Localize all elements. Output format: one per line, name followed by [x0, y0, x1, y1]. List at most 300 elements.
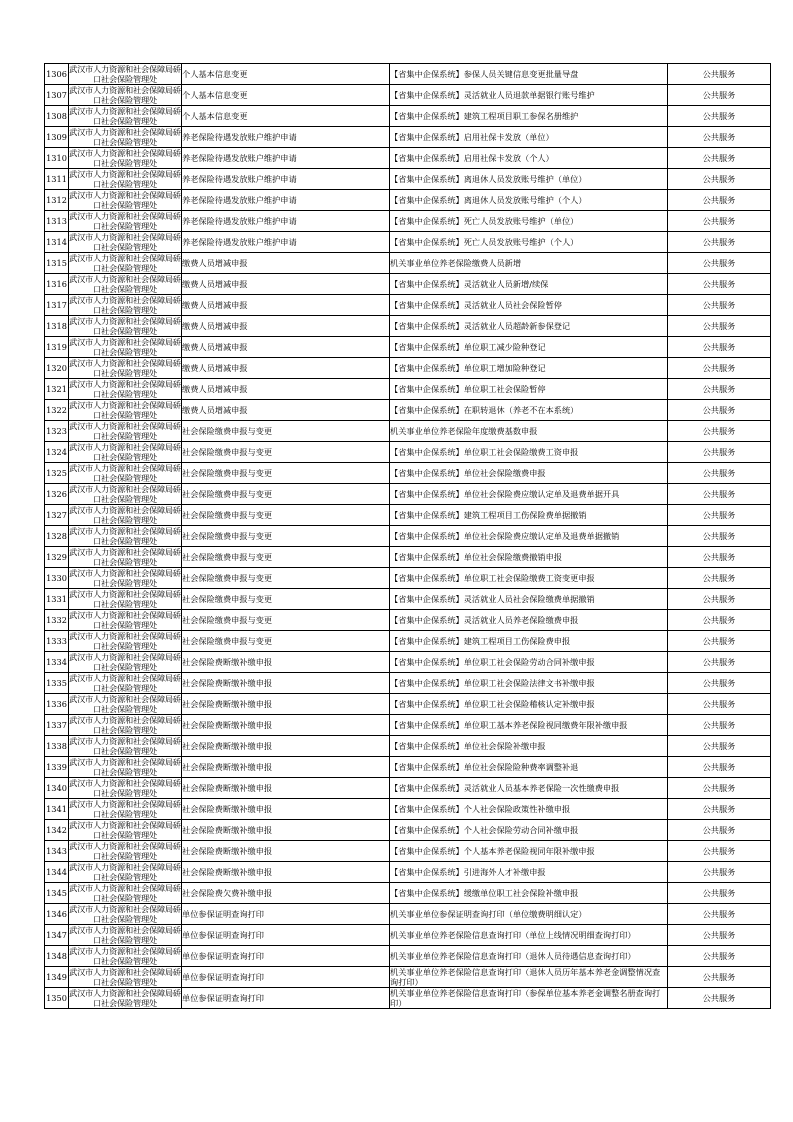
sub-item-cell-text: 【省集中企保系统】灵活就业人员社会保险暂停 [390, 300, 562, 310]
table-row [45, 988, 771, 1009]
row-number-cell [45, 841, 69, 862]
sub-item-cell [390, 190, 668, 211]
agency-cell-text: 武汉市人力资源和社会保障局硚口社会保险管理处 [69, 400, 181, 420]
service-name-cell-text: 社会保险费欠费补缴申报 [182, 888, 273, 898]
agency-cell-text: 武汉市人力资源和社会保障局硚口社会保险管理处 [69, 211, 181, 231]
category-cell-text: 公共服务 [702, 720, 736, 730]
table-row [45, 64, 771, 85]
category-cell-text: 公共服务 [702, 678, 736, 688]
row-number-cell-text: 1311 [46, 174, 67, 184]
table-row [45, 526, 771, 547]
table-row [45, 190, 771, 211]
category-cell [668, 610, 771, 631]
agency-cell [69, 673, 182, 694]
category-cell [668, 358, 771, 379]
service-table [44, 63, 771, 1009]
sub-item-cell-text: 【省集中企保系统】单位社会保险补缴申报 [390, 741, 546, 751]
sub-item-cell-text: 【省集中企保系统】灵活就业人员退款单据银行账号维护 [390, 90, 595, 100]
service-name-cell [182, 547, 390, 568]
agency-cell [69, 316, 182, 337]
service-name-cell [182, 694, 390, 715]
row-number-cell [45, 652, 69, 673]
category-cell [668, 505, 771, 526]
category-cell-text: 公共服务 [702, 594, 736, 604]
category-cell [668, 274, 771, 295]
service-name-cell-text: 社会保险费断缴补缴申报 [182, 699, 273, 709]
service-name-cell-text: 养老保险待遇发放账户维护申请 [182, 132, 297, 142]
service-name-cell [182, 106, 390, 127]
row-number-cell-text: 1315 [46, 258, 67, 268]
agency-cell [69, 505, 182, 526]
sub-item-cell [390, 841, 668, 862]
row-number-cell [45, 547, 69, 568]
table-row [45, 337, 771, 358]
sub-item-cell-text: 【省集中企保系统】单位职工减少险种登记 [390, 342, 546, 352]
category-cell-text: 公共服务 [702, 741, 736, 751]
agency-cell-text: 武汉市人力资源和社会保障局硚口社会保险管理处 [69, 757, 181, 777]
agency-cell-text: 武汉市人力资源和社会保障局硚口社会保险管理处 [69, 148, 181, 168]
category-cell [668, 631, 771, 652]
sub-item-cell-text: 【省集中企保系统】引进海外人才补缴申报 [390, 867, 546, 877]
category-cell [668, 106, 771, 127]
category-cell-text: 公共服务 [702, 972, 736, 982]
category-cell [668, 946, 771, 967]
service-name-cell [182, 505, 390, 526]
row-number-cell-text: 1343 [46, 846, 67, 856]
sub-item-cell-text: 【省集中企保系统】参保人员关键信息变更批量导盘 [390, 69, 579, 79]
sub-item-cell-text: 机关事业单位养老保险缴费人员新增 [390, 258, 522, 268]
category-cell [668, 547, 771, 568]
table-row [45, 400, 771, 421]
service-name-cell-text: 社会保险费断缴补缴申报 [182, 846, 273, 856]
row-number-cell [45, 316, 69, 337]
row-number-cell [45, 85, 69, 106]
category-cell [668, 64, 771, 85]
category-cell-text: 公共服务 [702, 363, 736, 373]
sub-item-cell-text: 【省集中企保系统】灵活就业人员基本养老保险一次性缴费申报 [390, 783, 620, 793]
service-name-cell [182, 631, 390, 652]
category-cell-text: 公共服务 [702, 615, 736, 625]
sub-item-cell-text: 【省集中企保系统】个人社会保险劳动合同补缴申报 [390, 825, 579, 835]
sub-item-cell [390, 442, 668, 463]
sub-item-cell [390, 757, 668, 778]
sub-item-cell-text: 【省集中企保系统】个人基本养老保险视同年限补缴申报 [390, 846, 595, 856]
sub-item-cell [390, 610, 668, 631]
table-row [45, 106, 771, 127]
table-row [45, 778, 771, 799]
row-number-cell [45, 988, 69, 1009]
service-name-cell [182, 442, 390, 463]
category-cell [668, 967, 771, 988]
service-name-cell [182, 715, 390, 736]
service-name-cell-text: 养老保险待遇发放账户维护申请 [182, 153, 297, 163]
category-cell [668, 904, 771, 925]
agency-cell-text: 武汉市人力资源和社会保障局硚口社会保险管理处 [69, 862, 181, 882]
category-cell-text: 公共服务 [702, 132, 736, 142]
category-cell [668, 673, 771, 694]
sub-item-cell-text: 【省集中企保系统】灵活就业人员超龄新参保登记 [390, 321, 571, 331]
table-row [45, 967, 771, 988]
category-cell [668, 337, 771, 358]
table-row [45, 211, 771, 232]
sub-item-cell-text: 【省集中企保系统】单位职工社会保险劳动合同补缴申报 [390, 657, 595, 667]
row-number-cell [45, 589, 69, 610]
sub-item-cell-text: 【省集中企保系统】单位社会保险缴费撤销申报 [390, 552, 562, 562]
category-cell [668, 421, 771, 442]
row-number-cell [45, 463, 69, 484]
service-name-cell-text: 单位参保证明查询打印 [182, 951, 264, 961]
category-cell [668, 799, 771, 820]
row-number-cell-text: 1335 [46, 678, 67, 688]
agency-cell-text: 武汉市人力资源和社会保障局硚口社会保险管理处 [69, 358, 181, 378]
agency-cell [69, 127, 182, 148]
category-cell [668, 442, 771, 463]
agency-cell [69, 442, 182, 463]
agency-cell [69, 274, 182, 295]
sub-item-cell-text: 【省集中企保系统】死亡人员发放账号维护（单位） [390, 216, 579, 226]
sub-item-cell [390, 715, 668, 736]
service-name-cell-text: 社会保险缴费申报与变更 [182, 426, 273, 436]
row-number-cell [45, 337, 69, 358]
sub-item-cell-text: 【省集中企保系统】单位职工社会保险缴费工资申报 [390, 447, 579, 457]
agency-cell [69, 190, 182, 211]
table-row [45, 505, 771, 526]
sub-item-cell-text: 【省集中企保系统】个人社会保险政策性补缴申报 [390, 804, 571, 814]
agency-cell-text: 武汉市人力资源和社会保障局硚口社会保险管理处 [69, 64, 181, 84]
table-row [45, 568, 771, 589]
agency-cell [69, 820, 182, 841]
sub-item-cell-text: 【省集中企保系统】单位职工社会保险稽核认定补缴申报 [390, 699, 595, 709]
row-number-cell [45, 883, 69, 904]
category-cell-text: 公共服务 [702, 825, 736, 835]
sub-item-cell [390, 463, 668, 484]
agency-cell-text: 武汉市人力资源和社会保障局硚口社会保险管理处 [69, 421, 181, 441]
table-row [45, 946, 771, 967]
service-name-cell-text: 社会保险费断缴补缴申报 [182, 678, 273, 688]
agency-cell [69, 358, 182, 379]
sub-item-cell [390, 64, 668, 85]
service-name-cell [182, 421, 390, 442]
category-cell [668, 295, 771, 316]
service-name-cell-text: 养老保险待遇发放账户维护申请 [182, 237, 297, 247]
service-name-cell-text: 缴费人员增减申报 [182, 363, 248, 373]
sub-item-cell-text: 机关事业单位养老保险年度缴费基数申报 [390, 426, 538, 436]
agency-cell-text: 武汉市人力资源和社会保障局硚口社会保险管理处 [69, 988, 181, 1008]
row-number-cell [45, 715, 69, 736]
sub-item-cell-text: 【省集中企保系统】单位社会保险费应缴认定单及退费单据撤销 [390, 531, 620, 541]
category-cell [668, 211, 771, 232]
service-name-cell [182, 274, 390, 295]
category-cell [668, 190, 771, 211]
service-name-cell-text: 社会保险缴费申报与变更 [182, 531, 273, 541]
service-name-cell [182, 232, 390, 253]
agency-cell [69, 400, 182, 421]
agency-cell-text: 武汉市人力资源和社会保障局硚口社会保险管理处 [69, 673, 181, 693]
table-row [45, 421, 771, 442]
table-row [45, 463, 771, 484]
table-row [45, 547, 771, 568]
service-name-cell-text: 社会保险费断缴补缴申报 [182, 741, 273, 751]
row-number-cell [45, 820, 69, 841]
service-name-cell-text: 养老保险待遇发放账户维护申请 [182, 174, 297, 184]
service-name-cell [182, 946, 390, 967]
sub-item-cell [390, 358, 668, 379]
service-name-cell [182, 295, 390, 316]
row-number-cell-text: 1331 [46, 594, 67, 604]
sub-item-cell [390, 946, 668, 967]
category-cell [668, 820, 771, 841]
row-number-cell-text: 1346 [46, 909, 67, 919]
category-cell-text: 公共服务 [702, 237, 736, 247]
agency-cell [69, 169, 182, 190]
service-name-cell-text: 社会保险费断缴补缴申报 [182, 720, 273, 730]
service-name-cell [182, 169, 390, 190]
sub-item-cell [390, 778, 668, 799]
row-number-cell-text: 1328 [46, 531, 67, 541]
category-cell [668, 400, 771, 421]
service-name-cell-text: 单位参保证明查询打印 [182, 993, 264, 1003]
category-cell-text: 公共服务 [702, 657, 736, 667]
agency-cell-text: 武汉市人力资源和社会保障局硚口社会保险管理处 [69, 106, 181, 126]
agency-cell-text: 武汉市人力资源和社会保障局硚口社会保险管理处 [69, 568, 181, 588]
agency-cell-text: 武汉市人力资源和社会保障局硚口社会保险管理处 [69, 526, 181, 546]
table-row [45, 379, 771, 400]
agency-cell [69, 337, 182, 358]
sub-item-cell-text: 【省集中企保系统】单位社会保险费应缴认定单及退费单据开具 [390, 489, 620, 499]
row-number-cell [45, 631, 69, 652]
agency-cell-text: 武汉市人力资源和社会保障局硚口社会保险管理处 [69, 967, 181, 987]
row-number-cell [45, 148, 69, 169]
service-name-cell [182, 484, 390, 505]
table-row [45, 673, 771, 694]
agency-cell-text: 武汉市人力资源和社会保障局硚口社会保险管理处 [69, 337, 181, 357]
category-cell-text: 公共服务 [702, 195, 736, 205]
category-cell-text: 公共服务 [702, 300, 736, 310]
agency-cell [69, 988, 182, 1009]
service-name-cell-text: 社会保险缴费申报与变更 [182, 573, 273, 583]
row-number-cell [45, 925, 69, 946]
sub-item-cell [390, 484, 668, 505]
sub-item-cell [390, 211, 668, 232]
agency-cell-text: 武汉市人力资源和社会保障局硚口社会保险管理处 [69, 127, 181, 147]
service-name-cell [182, 799, 390, 820]
table-row [45, 85, 771, 106]
service-name-cell-text: 社会保险缴费申报与变更 [182, 615, 273, 625]
service-name-cell [182, 673, 390, 694]
category-cell [668, 463, 771, 484]
row-number-cell-text: 1327 [46, 510, 67, 520]
service-name-cell [182, 904, 390, 925]
agency-cell-text: 武汉市人力资源和社会保障局硚口社会保险管理处 [69, 232, 181, 252]
service-name-cell-text: 社会保险缴费申报与变更 [182, 636, 273, 646]
row-number-cell-text: 1333 [46, 636, 67, 646]
sub-item-cell [390, 526, 668, 547]
table-row [45, 148, 771, 169]
sub-item-cell-text: 机关事业单位养老保险信息查询打印（单位上线情况明细查询打印） [390, 930, 636, 940]
row-number-cell [45, 568, 69, 589]
service-name-cell [182, 841, 390, 862]
row-number-cell-text: 1338 [46, 741, 67, 751]
agency-cell-text: 武汉市人力资源和社会保障局硚口社会保险管理处 [69, 442, 181, 462]
service-name-cell [182, 253, 390, 274]
agency-cell-text: 武汉市人力资源和社会保障局硚口社会保险管理处 [69, 274, 181, 294]
sub-item-cell [390, 631, 668, 652]
row-number-cell [45, 799, 69, 820]
table-row [45, 589, 771, 610]
service-name-cell-text: 社会保险缴费申报与变更 [182, 594, 273, 604]
sub-item-cell-text: 【省集中企保系统】启用社保卡发放（个人） [390, 153, 554, 163]
agency-cell-text: 武汉市人力资源和社会保障局硚口社会保险管理处 [69, 295, 181, 315]
agency-cell-text: 武汉市人力资源和社会保障局硚口社会保险管理处 [69, 253, 181, 273]
service-name-cell-text: 缴费人员增减申报 [182, 300, 248, 310]
category-cell-text: 公共服务 [702, 153, 736, 163]
table-row [45, 274, 771, 295]
service-name-cell-text: 个人基本信息变更 [182, 111, 248, 121]
sub-item-cell-text: 【省集中企保系统】灵活就业人员养老保险缴费申报 [390, 615, 579, 625]
category-cell [668, 778, 771, 799]
service-name-cell-text: 个人基本信息变更 [182, 69, 248, 79]
table-row [45, 631, 771, 652]
category-cell [668, 841, 771, 862]
row-number-cell-text: 1342 [46, 825, 67, 835]
table-row [45, 295, 771, 316]
category-cell [668, 652, 771, 673]
agency-cell [69, 484, 182, 505]
agency-cell-text: 武汉市人力资源和社会保障局硚口社会保险管理处 [69, 484, 181, 504]
category-cell [668, 715, 771, 736]
sub-item-cell-text: 【省集中企保系统】单位社会保险缴费申报 [390, 468, 546, 478]
agency-cell-text: 武汉市人力资源和社会保障局硚口社会保险管理处 [69, 736, 181, 756]
table-row [45, 652, 771, 673]
category-cell-text: 公共服务 [702, 762, 736, 772]
agency-cell [69, 946, 182, 967]
table-row [45, 925, 771, 946]
agency-cell [69, 736, 182, 757]
row-number-cell [45, 421, 69, 442]
agency-cell [69, 610, 182, 631]
category-cell-text: 公共服务 [702, 447, 736, 457]
service-name-cell [182, 526, 390, 547]
service-name-cell-text: 社会保险缴费申报与变更 [182, 510, 273, 520]
service-name-cell-text: 养老保险待遇发放账户维护申请 [182, 216, 297, 226]
category-cell-text: 公共服务 [702, 468, 736, 478]
table-row [45, 757, 771, 778]
service-name-cell [182, 337, 390, 358]
agency-cell [69, 967, 182, 988]
table-row [45, 694, 771, 715]
agency-cell-text: 武汉市人力资源和社会保障局硚口社会保险管理处 [69, 463, 181, 483]
agency-cell-text: 武汉市人力资源和社会保障局硚口社会保险管理处 [69, 883, 181, 903]
sub-item-cell [390, 232, 668, 253]
category-cell-text: 公共服务 [702, 951, 736, 961]
agency-cell [69, 652, 182, 673]
category-cell-text: 公共服务 [702, 342, 736, 352]
category-cell [668, 127, 771, 148]
sub-item-cell-text: 【省集中企保系统】建筑工程项目工伤保险费单据撤销 [390, 510, 587, 520]
service-name-cell [182, 211, 390, 232]
service-name-cell [182, 883, 390, 904]
table-row [45, 715, 771, 736]
category-cell [668, 526, 771, 547]
row-number-cell [45, 673, 69, 694]
sub-item-cell-text: 【省集中企保系统】单位社会保险险种费率调整补退 [390, 762, 579, 772]
category-cell-text: 公共服务 [702, 783, 736, 793]
row-number-cell-text: 1309 [46, 132, 67, 142]
sub-item-cell [390, 925, 668, 946]
agency-cell [69, 526, 182, 547]
service-name-cell [182, 988, 390, 1009]
sub-item-cell-text: 机关事业单位养老保险信息查询打印（退休人员待遇信息查询打印） [390, 951, 636, 961]
table-row [45, 904, 771, 925]
service-name-cell-text: 缴费人员增减申报 [182, 279, 248, 289]
service-name-cell-text: 单位参保证明查询打印 [182, 930, 264, 940]
agency-cell [69, 925, 182, 946]
row-number-cell-text: 1322 [46, 405, 67, 415]
row-number-cell-text: 1334 [46, 657, 67, 667]
category-cell [668, 988, 771, 1009]
service-name-cell [182, 862, 390, 883]
agency-cell-text: 武汉市人力资源和社会保障局硚口社会保险管理处 [69, 820, 181, 840]
category-cell [668, 736, 771, 757]
service-name-cell-text: 社会保险缴费申报与变更 [182, 468, 273, 478]
sub-item-cell [390, 736, 668, 757]
service-name-cell [182, 778, 390, 799]
category-cell-text: 公共服务 [702, 321, 736, 331]
agency-cell-text: 武汉市人力资源和社会保障局硚口社会保险管理处 [69, 778, 181, 798]
agency-cell-text: 武汉市人力资源和社会保障局硚口社会保险管理处 [69, 631, 181, 651]
sub-item-cell [390, 400, 668, 421]
sub-item-cell [390, 652, 668, 673]
row-number-cell [45, 190, 69, 211]
service-name-cell [182, 589, 390, 610]
agency-cell [69, 232, 182, 253]
row-number-cell [45, 904, 69, 925]
agency-cell-text: 武汉市人力资源和社会保障局硚口社会保险管理处 [69, 190, 181, 210]
service-name-cell [182, 820, 390, 841]
sub-item-cell [390, 673, 668, 694]
row-number-cell [45, 295, 69, 316]
row-number-cell [45, 379, 69, 400]
agency-cell [69, 253, 182, 274]
category-cell [668, 253, 771, 274]
table-row [45, 358, 771, 379]
category-cell [668, 379, 771, 400]
category-cell [668, 568, 771, 589]
row-number-cell [45, 253, 69, 274]
sub-item-cell [390, 904, 668, 925]
sub-item-cell [390, 589, 668, 610]
sub-item-cell [390, 694, 668, 715]
agency-cell [69, 106, 182, 127]
service-name-cell-text: 社会保险费断缴补缴申报 [182, 804, 273, 814]
service-name-cell-text: 缴费人员增减申报 [182, 258, 248, 268]
service-name-cell [182, 652, 390, 673]
sub-item-cell [390, 337, 668, 358]
agency-cell-text: 武汉市人力资源和社会保障局硚口社会保险管理处 [69, 715, 181, 735]
agency-cell [69, 85, 182, 106]
sub-item-cell [390, 274, 668, 295]
service-name-cell-text: 个人基本信息变更 [182, 90, 248, 100]
service-name-cell-text: 缴费人员增减申报 [182, 342, 248, 352]
category-cell-text: 公共服务 [702, 531, 736, 541]
sub-item-cell-text: 机关事业单位养老保险信息查询打印（参保单位基本养老金调整名册查询打印） [390, 988, 661, 1008]
row-number-cell [45, 358, 69, 379]
sub-item-cell-text: 【省集中企保系统】单位职工社会保险暂停 [390, 384, 546, 394]
service-name-cell-text: 社会保险费断缴补缴申报 [182, 825, 273, 835]
sub-item-cell [390, 85, 668, 106]
service-name-cell [182, 568, 390, 589]
service-name-cell-text: 社会保险缴费申报与变更 [182, 447, 273, 457]
